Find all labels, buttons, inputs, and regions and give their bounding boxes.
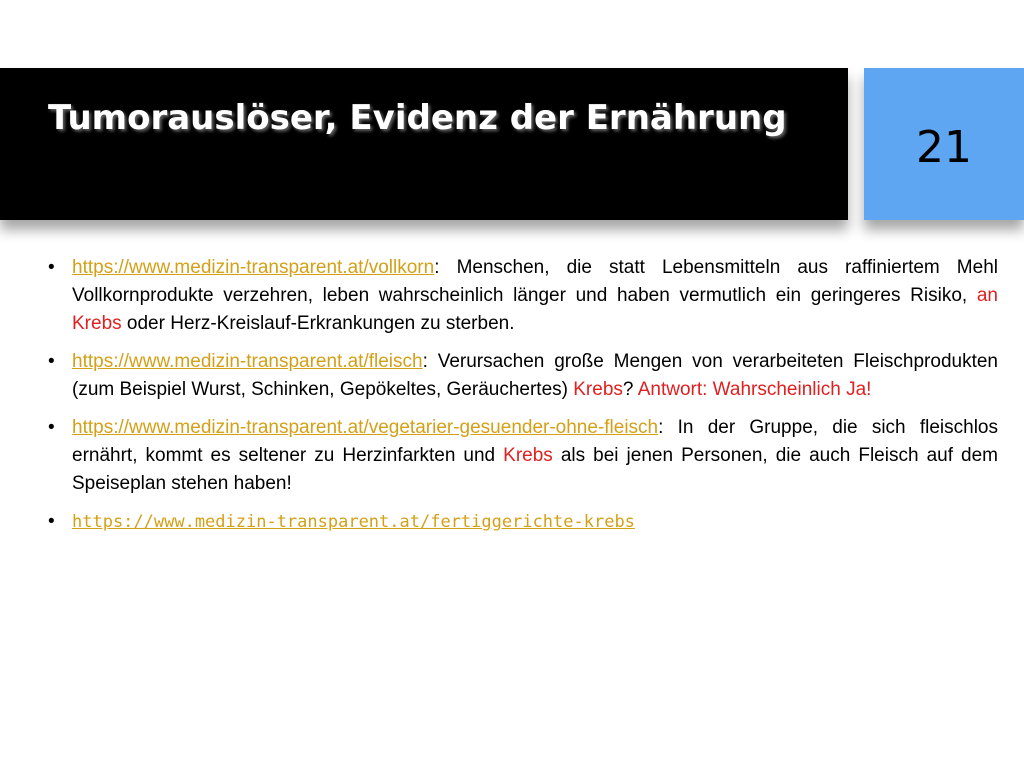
bullet-icon: • [48, 511, 55, 532]
answer-text: Antwort: Wahrscheinlich Ja! [637, 379, 872, 400]
link-vollkorn[interactable]: https://www.medizin-transparent.at/vollkorn [72, 257, 435, 278]
item-text: : Verursachen große Mengen von verarbeiteten Fleischprodukten (zum Beispiel Wurst, Schinken, Gepökeltes, Geräuchertes) [72, 351, 998, 400]
link-fleisch[interactable]: https://www.medizin-transparent.at/fleisch [72, 351, 423, 372]
item-text: : Menschen, die statt Lebensmitteln aus raffiniertem Mehl Vollkornprodukte verzehren, leben wahrscheinlich länger und haben vermutlich ein geringeres Risiko, [72, 257, 998, 306]
bullet-icon: • [48, 257, 55, 278]
list-item [48, 508, 998, 536]
list-item [48, 348, 998, 404]
list-item [48, 254, 998, 338]
bullet-icon: • [48, 417, 55, 438]
slide-number: 21 [916, 122, 972, 173]
highlight-text: Krebs [573, 379, 623, 400]
item-text: ? [622, 379, 638, 400]
item-text: : In der Gruppe, die sich fleischlos ernährt, kommt es seltener zu Herzinfarkten und [72, 417, 998, 466]
highlight-text: an Krebs [72, 285, 998, 334]
link-fertiggerichte[interactable]: https://www.medizin-transparent.at/fertiggerichte-krebs [72, 512, 635, 532]
item-text: oder Herz-Kreislauf-Erkrankungen zu sterben. [121, 313, 515, 334]
item-text: als bei jenen Personen, die auch Fleisch auf dem Speiseplan stehen haben! [72, 445, 998, 494]
link-vegetarier[interactable]: https://www.medizin-transparent.at/vegetarier-gesuender-ohne-fleisch [72, 417, 659, 438]
bullet-icon: • [48, 351, 55, 372]
slide-title: Tumorauslöser, Evidenz der Ernährung [48, 98, 787, 138]
title-bar [0, 68, 848, 220]
list-item [48, 414, 998, 498]
bullet-list [48, 254, 998, 546]
highlight-text: Krebs [503, 445, 553, 466]
